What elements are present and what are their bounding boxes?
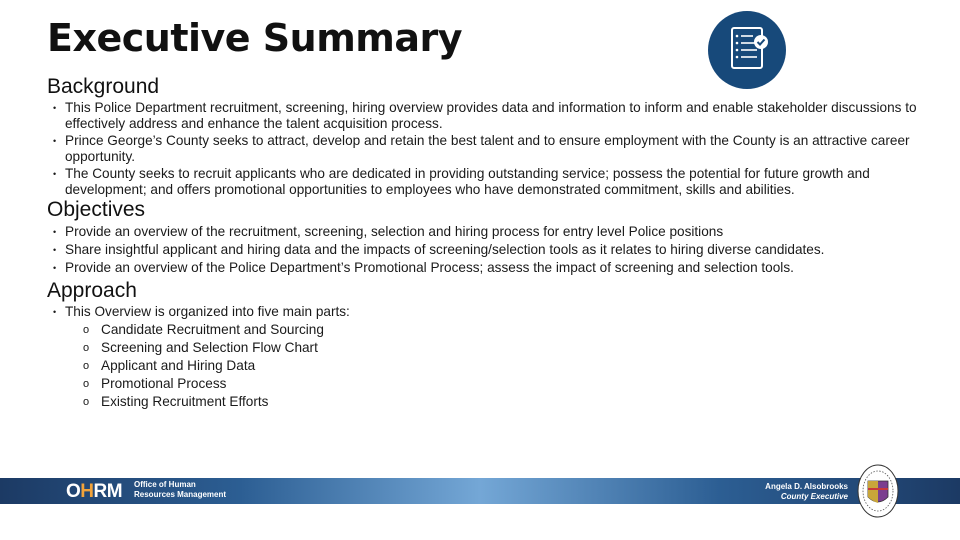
ohrm-logo: OHRM: [66, 481, 123, 502]
approach-list: [47, 304, 937, 321]
objectives-heading: Objectives: [47, 198, 146, 221]
list-item: o Applicant and Hiring Data: [83, 357, 324, 375]
county-seal-icon: [856, 463, 900, 523]
list-item: o Existing Recruitment Efforts: [83, 393, 324, 411]
page-title: Executive Summary: [47, 16, 463, 60]
checklist-icon: [708, 11, 786, 89]
list-item: • This Police Department recruitment, screening, hiring overview provides data and information to inform and enable stakeholder discussions to effectively address and enhance the talent acquisition process.: [47, 100, 937, 132]
list-item: • Provide an overview of the recruitment, screening, selection and hiring process for entry level Police positions: [47, 224, 937, 240]
list-item: • The County seeks to recruit applicants who are dedicated in providing outstanding service; possess the potential for future growth and development; and offers promotional opportunities to employees who have demonstrated commitment, skills and abilities.: [47, 166, 937, 198]
list-item: o Candidate Recruitment and Sourcing: [83, 321, 324, 339]
list-item: • Prince George’s County seeks to attract, develop and retain the best talent and to ensure employment with the County is an attractive career opportunity.: [47, 133, 937, 165]
approach-parts-list: [83, 321, 324, 411]
footer-banner: [0, 478, 960, 504]
list-item: • Provide an overview of the Police Department’s Promotional Process; assess the impact of screening and selection tools.: [47, 260, 937, 276]
list-item: • Share insightful applicant and hiring data and the impacts of screening/selection tools as it relates to hiring diverse candidates.: [47, 242, 937, 258]
background-list: [47, 100, 937, 199]
list-item: o Screening and Selection Flow Chart: [83, 339, 324, 357]
background-heading: Background: [47, 75, 160, 98]
approach-heading: Approach: [47, 279, 137, 302]
objectives-list: [47, 224, 937, 278]
list-item: o Promotional Process: [83, 375, 324, 393]
list-item: • This Overview is organized into five main parts:: [47, 304, 937, 320]
county-executive: Angela D. Alsobrooks County Executive: [765, 482, 848, 501]
ohrm-org-name: Office of Human Resources Management: [134, 480, 227, 499]
